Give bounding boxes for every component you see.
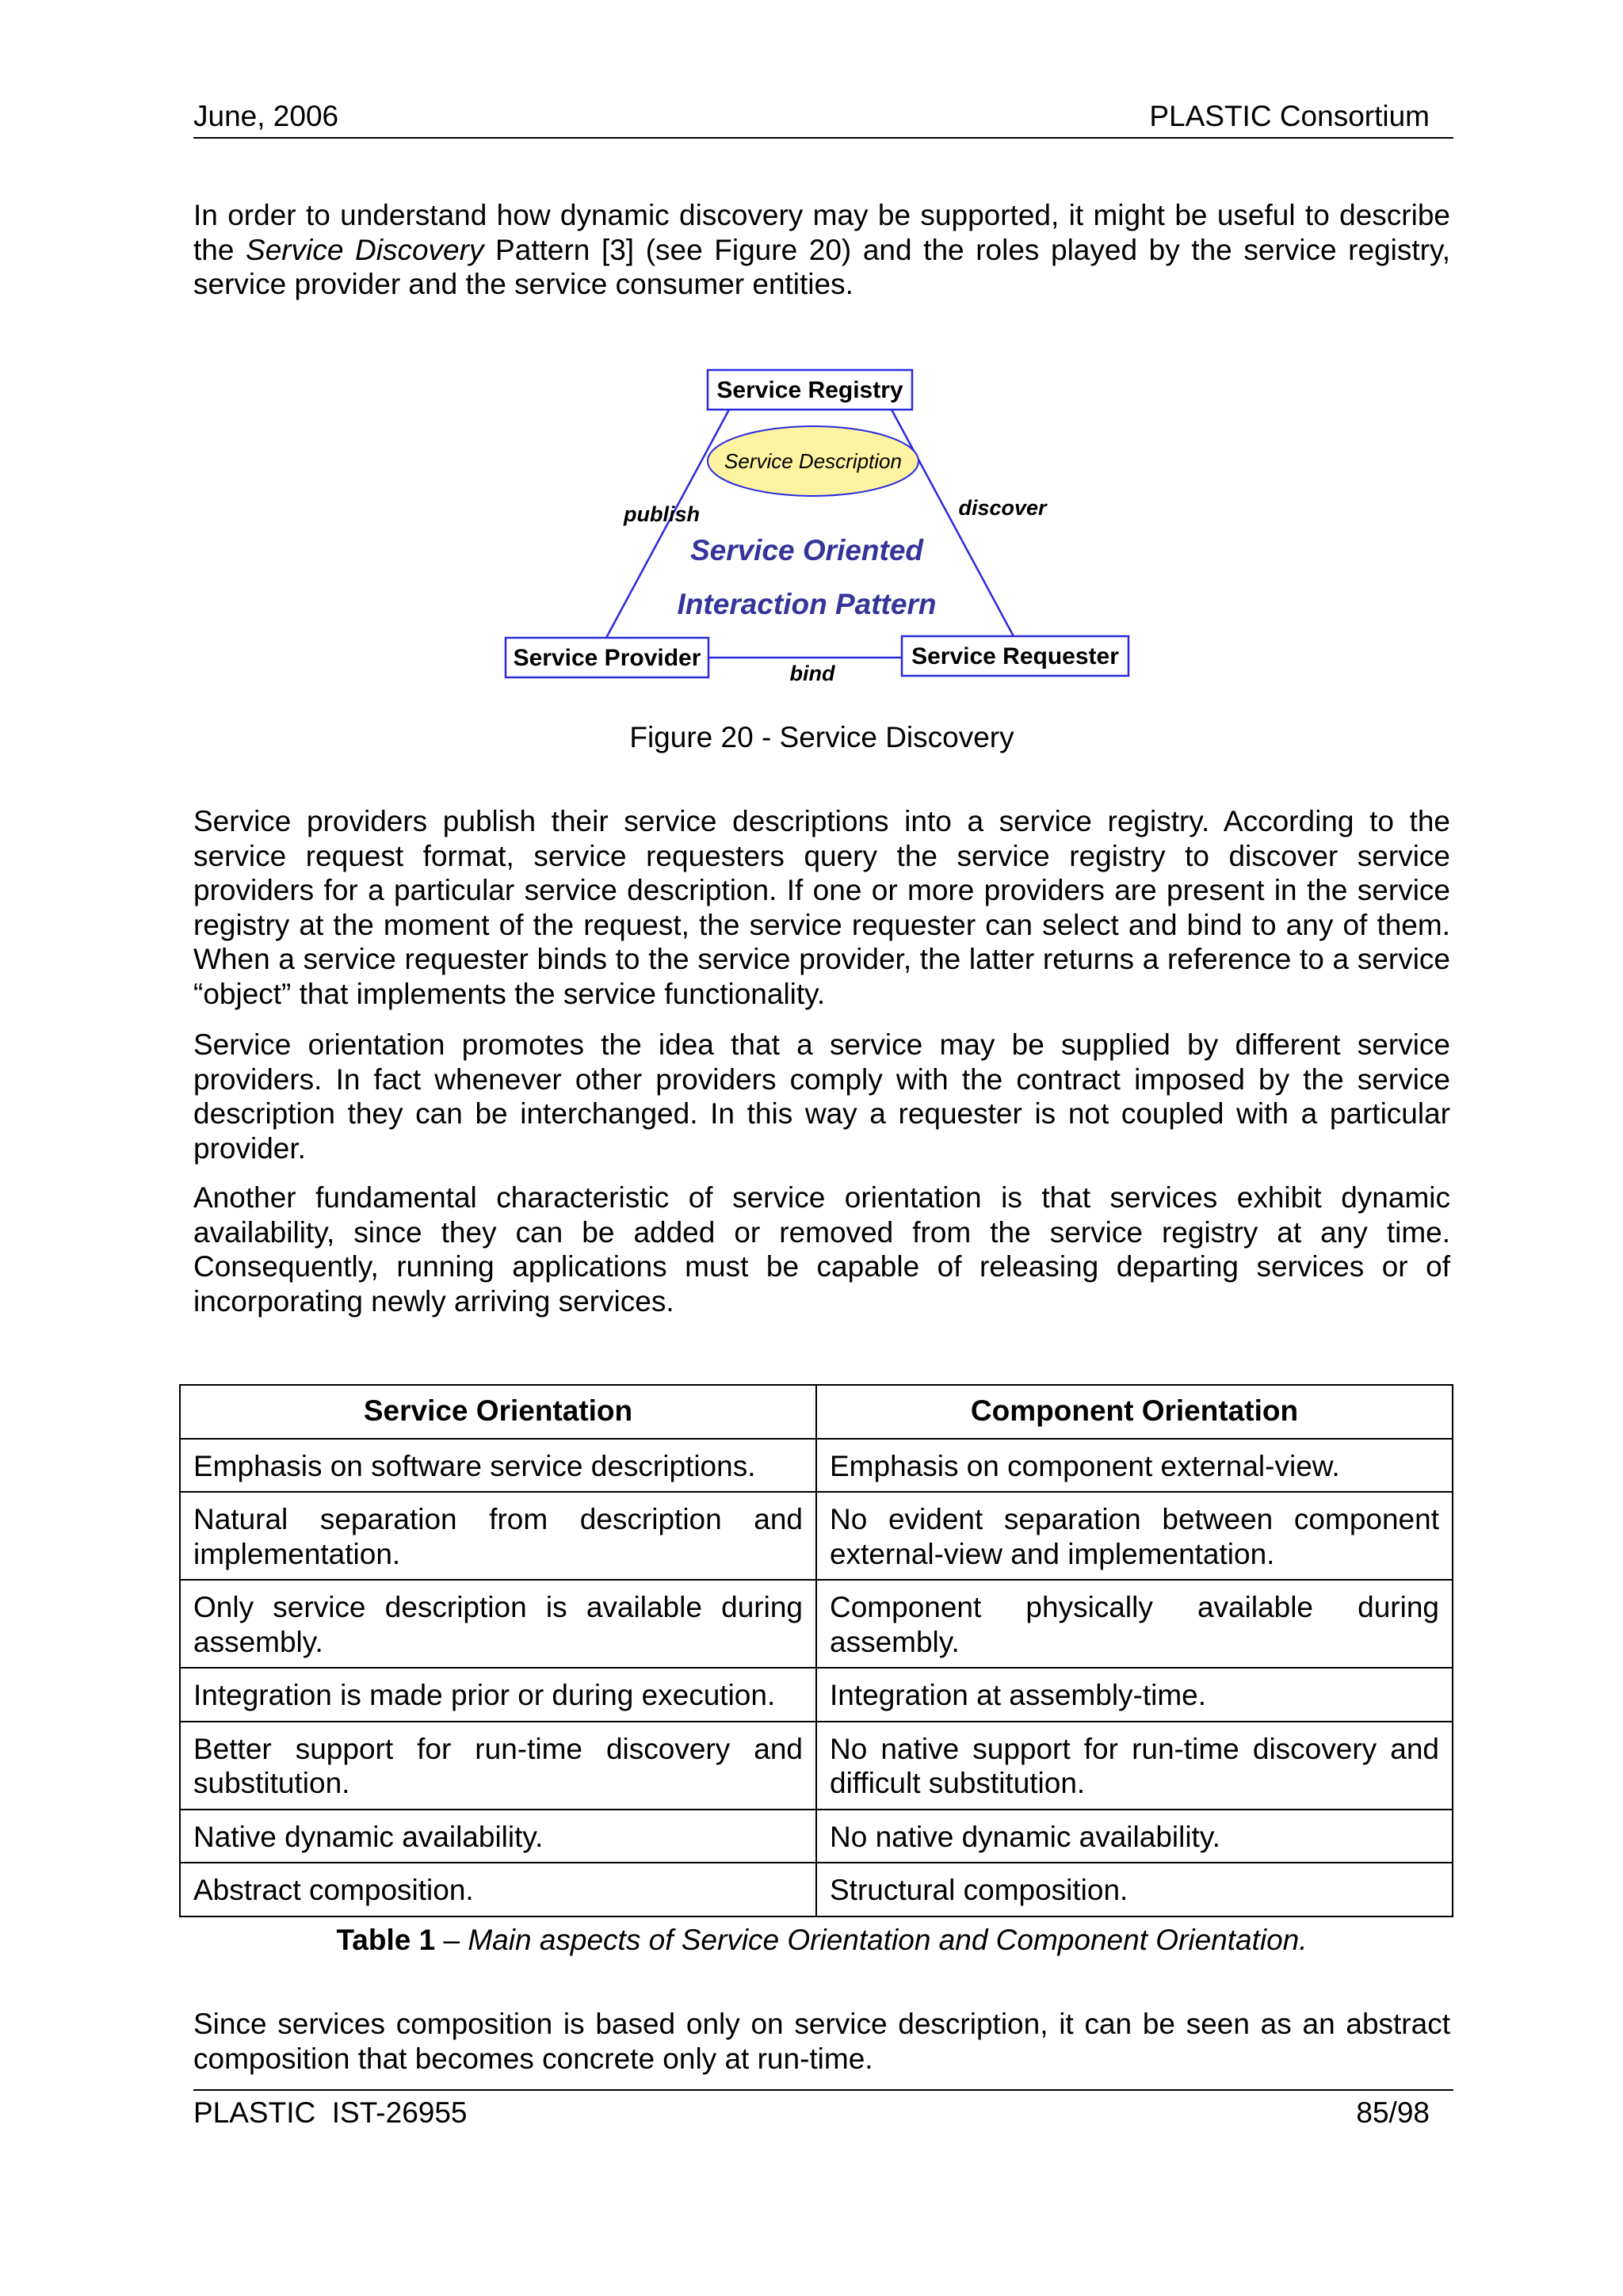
header-date: June, 2006	[193, 100, 339, 132]
table-row	[180, 1810, 1453, 1863]
service-registry-label: Service Registry	[716, 377, 903, 403]
table-cell: Native dynamic availability.	[180, 1810, 816, 1863]
footer-page-number: 85/98	[1356, 2096, 1430, 2129]
header-service-orientation: Service Orientation	[180, 1385, 816, 1439]
table-cell: Integration is made prior or during execution.	[180, 1668, 816, 1722]
footer-rule	[193, 2089, 1453, 2091]
table-cell: Natural separation from description and implementation.	[180, 1492, 816, 1580]
table-cell: Integration at assembly-time.	[816, 1668, 1453, 1722]
header-consortium: PLASTIC Consortium	[1149, 100, 1430, 132]
service-discovery-diagram	[491, 360, 1141, 693]
intro-emphasis: Service Discovery	[246, 233, 484, 266]
header-rule	[193, 137, 1453, 139]
table-row	[180, 1492, 1453, 1580]
table-cell: Emphasis on component external-view.	[816, 1439, 1453, 1493]
table-caption-dash: –	[435, 1924, 468, 1956]
paragraph-availability: Another fundamental characteristic of service orientation is that services exhibit dynamic availability, since they can be added or removed from the service registry at any time. Consequently, running applications must be capable of releasing departing services or of incorporating newly arriving services.	[193, 1181, 1450, 1318]
table-cell: Structural composition.	[816, 1863, 1453, 1917]
intro-paragraph	[193, 198, 1450, 302]
service-requester-label: Service Requester	[911, 643, 1119, 669]
bind-label: bind	[789, 662, 835, 685]
table-row	[180, 1722, 1453, 1810]
header-component-orientation: Component Orientation	[816, 1385, 1453, 1439]
table-row	[180, 1439, 1453, 1493]
table-row	[180, 1580, 1453, 1668]
closing-paragraph: Since services composition is based only on service description, it can be seen as an abstract composition that becomes concrete only at run-time.	[193, 2008, 1450, 2075]
service-description-label: Service Description	[724, 449, 902, 473]
service-provider-label: Service Provider	[513, 645, 701, 671]
intro-before: In order to understand how dynamic discovery may be supported, it might be useful to describe the	[193, 199, 1450, 266]
figure-caption: Figure 20 - Service Discovery	[629, 721, 1014, 753]
service-registry-node	[708, 370, 912, 410]
intro-after: Pattern [3] (see Figure 20) and the roles played by the service registry, service provider and the service consumer entities.	[193, 233, 1450, 300]
table-cell: Abstract composition.	[180, 1863, 816, 1917]
center-title-line1: Service Oriented	[689, 534, 924, 566]
center-title-line2: Interaction Pattern	[677, 588, 937, 620]
table-cell: Emphasis on software service descriptions.	[180, 1439, 816, 1493]
publish-label: publish	[624, 502, 700, 526]
table-row	[180, 1863, 1453, 1917]
service-provider-node	[506, 638, 708, 677]
table-cell: No native support for run-time discovery and difficult substitution.	[816, 1722, 1453, 1810]
table-cell: Better support for run-time discovery and substitution.	[180, 1722, 816, 1810]
table-caption-text: Main aspects of Service Orientation and Component Orientation.	[468, 1924, 1308, 1956]
table-cell: Only service description is available during assembly.	[180, 1580, 816, 1668]
paragraph-providers: Service providers publish their service descriptions into a service registry. According to the service request format, service requesters query the service registry to discover service providers for a particular service description. If one or more providers are present in the service registry at the moment of the request, the service requester can select and bind to any of them. When a service requester binds to the service provider, the latter returns a reference to a service “object” that implements the service functionality.	[193, 805, 1450, 1010]
discover-label: discover	[958, 496, 1047, 520]
service-requester-node	[902, 636, 1128, 676]
table-row	[180, 1668, 1453, 1722]
service-description-node	[708, 426, 918, 496]
comparison-table	[179, 1384, 1453, 1917]
footer-project: PLASTIC IST-26955	[193, 2096, 468, 2129]
table-header-row	[180, 1385, 1453, 1439]
table-cell: No native dynamic availability.	[816, 1810, 1453, 1863]
table-caption-label: Table 1	[336, 1924, 436, 1956]
table-cell: No evident separation between component external-view and implementation.	[816, 1492, 1453, 1580]
paragraph-orientation: Service orientation promotes the idea that a service may be supplied by different service providers. In fact whenever other providers comply with the contract imposed by the service description they can be interchanged. In this way a requester is not coupled with a particular provider.	[193, 1028, 1450, 1165]
table-cell: Component physically available during assembly.	[816, 1580, 1453, 1668]
table-caption	[193, 1924, 1450, 1957]
